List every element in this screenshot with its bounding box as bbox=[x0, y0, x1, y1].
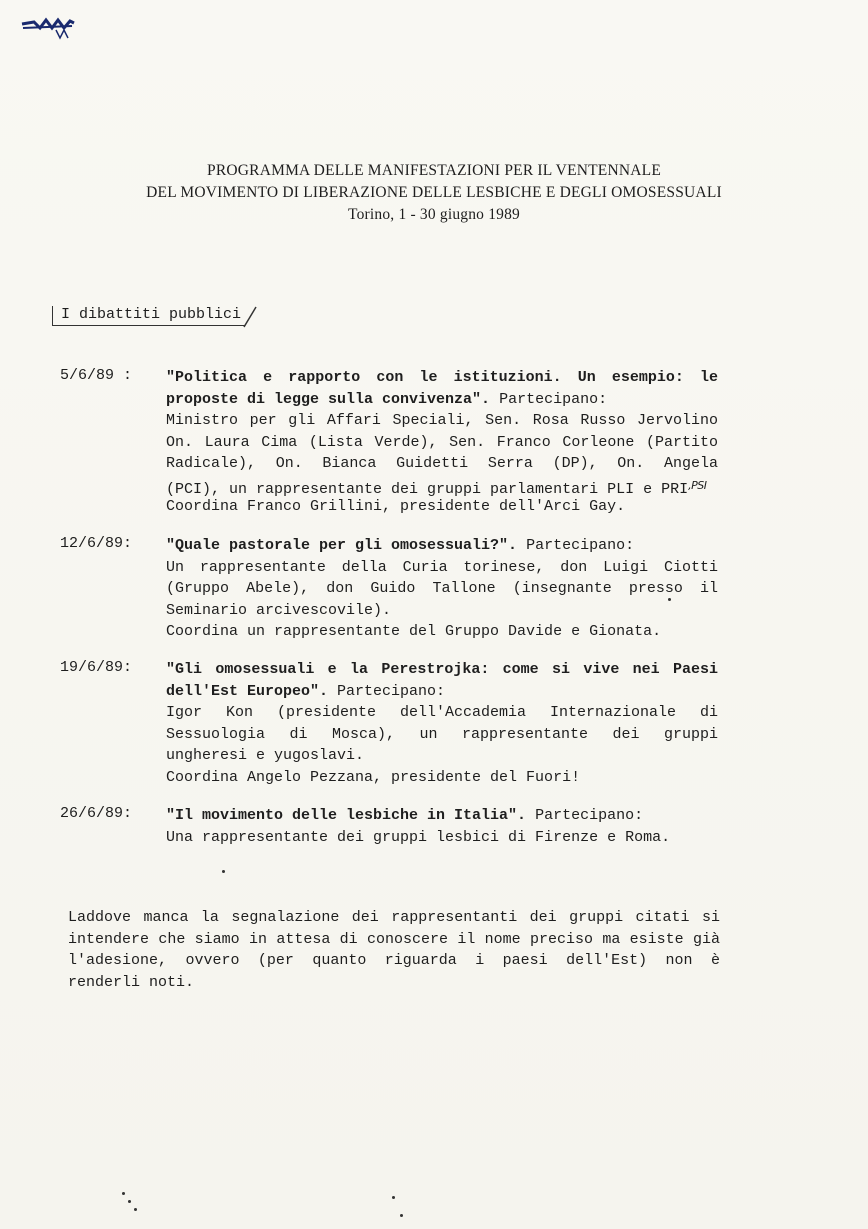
note-line: intendere che siamo in attesa di conoscere il nome preciso ma esiste già bbox=[68, 930, 720, 948]
handwritten-annotation: ,PSI bbox=[688, 478, 707, 492]
header-line-1: PROGRAMMA DELLE MANIFESTAZIONI PER IL VENTENNALE bbox=[207, 162, 661, 179]
underline-slash-icon bbox=[243, 304, 257, 328]
entry-coordinator: Coordina Franco Grillini, presidente dell'Arci Gay. bbox=[166, 498, 626, 515]
entry-body bbox=[166, 535, 718, 643]
entry-line: Ministro per gli Affari Speciali, Sen. Rosa Russo Jervolino bbox=[166, 412, 718, 429]
note-line: renderli noti. bbox=[68, 973, 195, 991]
entry-coordinator: Coordina Angelo Pezzana, presidente del Fuori! bbox=[166, 768, 581, 786]
entry-title-cont: dell'Est Europeo". bbox=[166, 682, 329, 700]
section-title-text: I dibattiti pubblici bbox=[61, 306, 242, 323]
scan-speck bbox=[668, 598, 671, 601]
entry-title: "Il movimento delle lesbiche in Italia". bbox=[166, 807, 527, 824]
entry-title: "Politica e rapporto con le istituzioni. Un esempio: le bbox=[166, 369, 718, 386]
scan-speck bbox=[400, 1214, 403, 1217]
entry-title-cont: proposte di legge sulla convivenza". bbox=[166, 390, 491, 408]
entry-line: Radicale), On. Bianca Guidetti Serra (DP), On. Angela bbox=[166, 455, 718, 472]
entry-title-line bbox=[166, 535, 718, 557]
entry-title-line bbox=[166, 805, 718, 827]
header-line-3: Torino, 1 - 30 giugno 1989 bbox=[347, 206, 521, 223]
entry-title-line bbox=[166, 389, 718, 411]
entry-body bbox=[166, 659, 718, 788]
entry-participants-label: Partecipano: bbox=[526, 807, 644, 824]
entry-line: ungheresi e yugoslavi. bbox=[166, 747, 365, 764]
document-header bbox=[0, 160, 868, 226]
scan-speck bbox=[392, 1196, 395, 1199]
closing-note bbox=[68, 907, 720, 993]
entry-date: 19/6/89: bbox=[60, 659, 133, 676]
entry-date: 5/6/89 : bbox=[60, 367, 133, 384]
entry-line: Una rappresentante dei gruppi lesbici di Firenze e Roma. bbox=[166, 828, 671, 846]
scan-speck bbox=[128, 1200, 131, 1203]
entry-participants-label: Partecipano: bbox=[328, 682, 446, 700]
entry-date: 12/6/89: bbox=[60, 535, 133, 552]
entry-line-with-note bbox=[166, 475, 718, 497]
entry-title: "Gli omosessuali e la Perestrojka: come si vive nei Paesi bbox=[166, 661, 718, 678]
entry-title-line bbox=[166, 681, 718, 703]
entry-participants-label: Partecipano: bbox=[517, 537, 635, 554]
scan-speck bbox=[222, 870, 225, 873]
entry-line: Sessuologia di Mosca), un rappresentante dei gruppi bbox=[166, 725, 718, 743]
entry-line: On. Laura Cima (Lista Verde), Sen. Franco Corleone (Partito bbox=[166, 433, 718, 451]
scan-speck bbox=[134, 1208, 137, 1211]
note-line: Laddove manca la segnalazione dei rappresentanti dei gruppi citati si bbox=[68, 909, 720, 926]
entry-line: Un rappresentante della Curia torinese, don Luigi Ciotti bbox=[166, 558, 718, 576]
entry-line: (PCI), un rappresentante dei gruppi parlamentari PLI e PRI bbox=[166, 480, 689, 498]
header-line-2: DEL MOVIMENTO DI LIBERAZIONE DELLE LESBICHE E DEGLI OMOSESSUALI bbox=[146, 184, 722, 201]
entry-coordinator: Coordina un rappresentante del Gruppo Davide e Gionata. bbox=[166, 623, 662, 640]
scan-speck bbox=[122, 1192, 125, 1195]
entry-participants-label: Partecipano: bbox=[490, 390, 608, 408]
entry-date: 26/6/89: bbox=[60, 805, 133, 822]
entry-line: (Gruppo Abele), don Guido Tallone (insegnante presso il bbox=[166, 580, 718, 597]
entry-body bbox=[166, 367, 718, 518]
entry-body bbox=[166, 805, 718, 848]
note-line: l'adesione, ovvero (per quanto riguarda i paesi dell'Est) non è bbox=[68, 952, 720, 969]
scribble-mark-icon bbox=[20, 14, 76, 40]
section-title bbox=[52, 306, 245, 326]
entry-line: Igor Kon (presidente dell'Accademia Internazionale di bbox=[166, 704, 718, 721]
entry-title: "Quale pastorale per gli omosessuali?". bbox=[166, 537, 518, 554]
entry-line: Seminario arcivescovile). bbox=[166, 601, 392, 619]
